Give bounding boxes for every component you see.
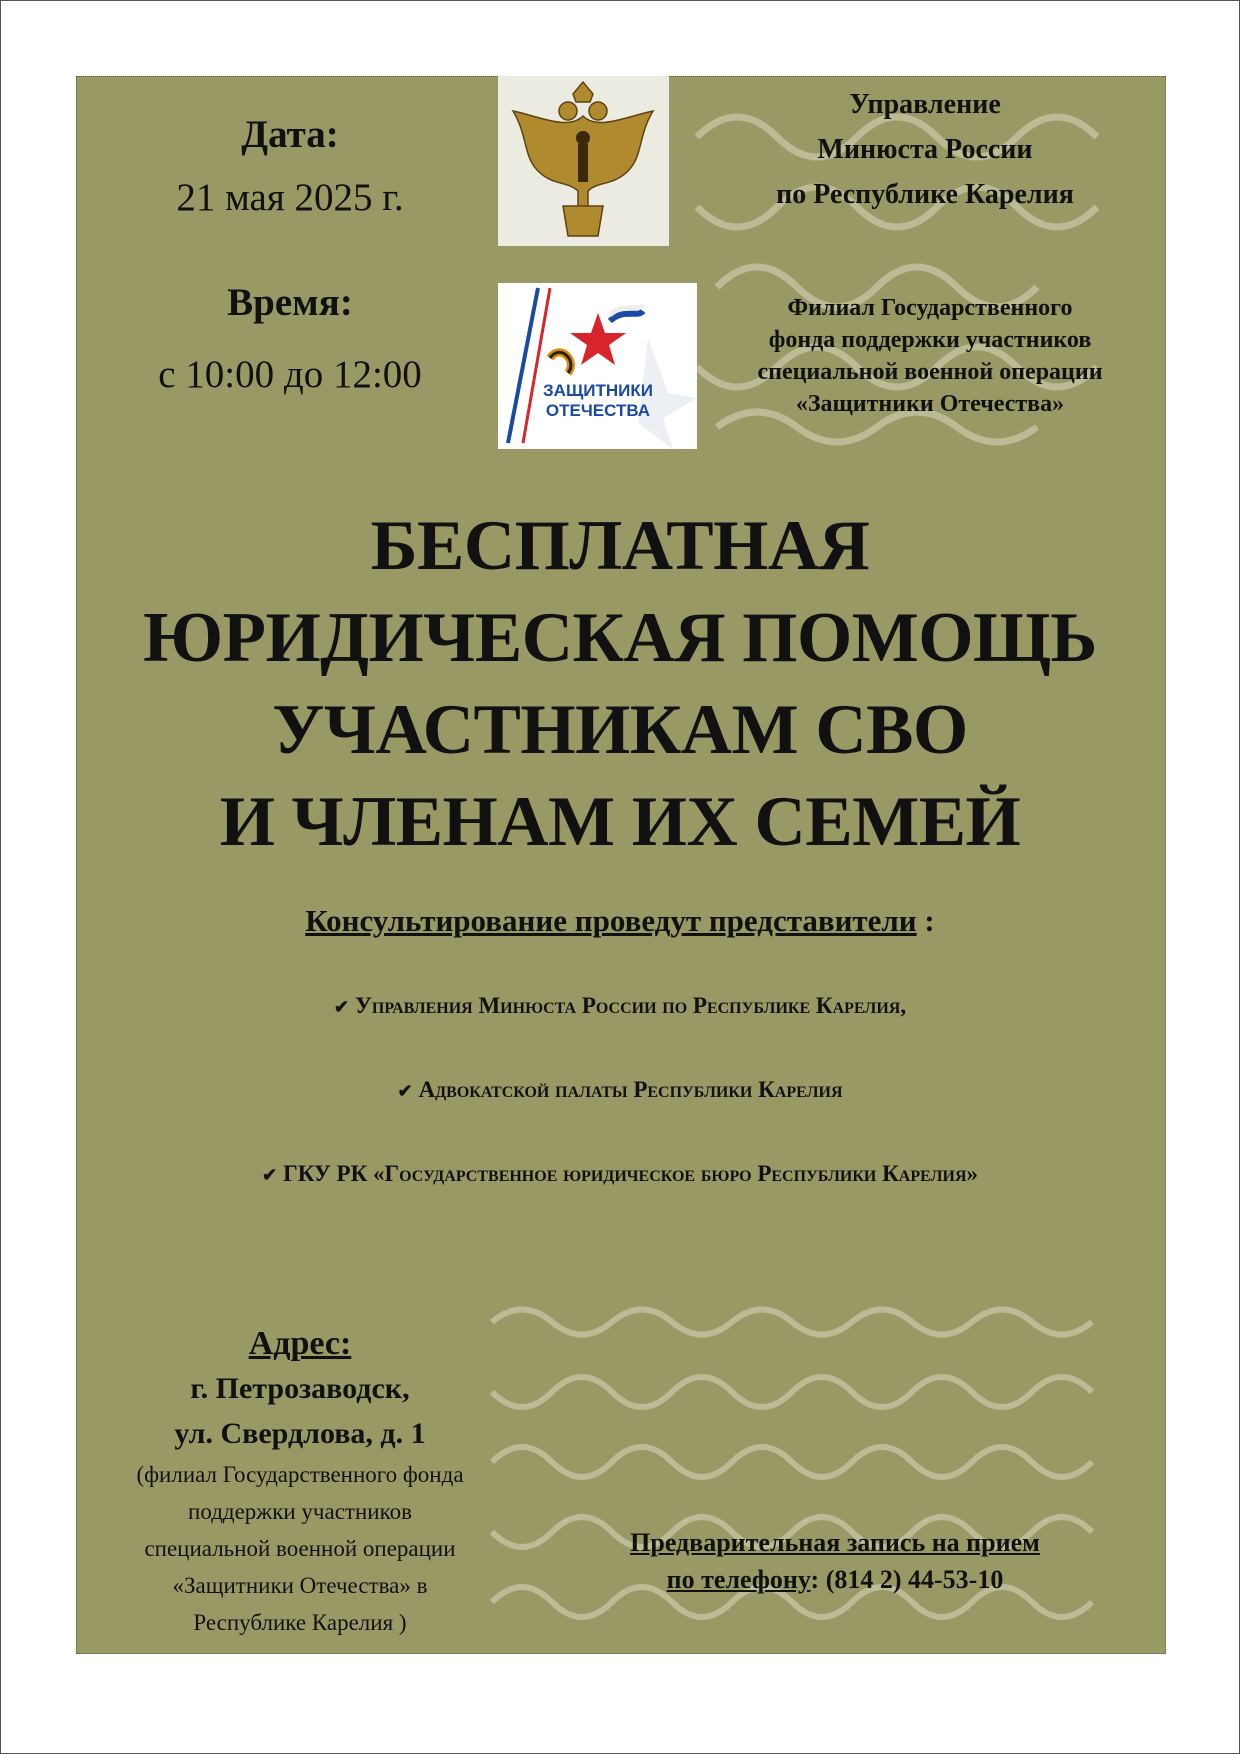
defenders-fund-logo	[498, 283, 697, 449]
org-ministry-name	[720, 82, 1130, 217]
date-value: 21 мая 2025 г.	[176, 176, 404, 219]
defenders-logo-text-line2: ОТЕЧЕСТВА	[545, 401, 651, 420]
org-fund-line2: фонда поддержки участников	[768, 327, 1092, 353]
address-note-line2: поддержки участников	[188, 1499, 412, 1524]
consult-item	[100, 993, 1140, 1019]
consult-heading-colon: :	[916, 903, 935, 938]
registration-info	[580, 1524, 1090, 1598]
star-ribbon-icon	[498, 283, 697, 449]
registration-line2	[580, 1561, 1090, 1598]
date-label: Дата:	[241, 113, 339, 156]
defenders-logo-text-line1: ЗАЩИТНИКИ	[543, 381, 653, 400]
headline-line3: УЧАСТНИКАМ СВО	[272, 691, 968, 769]
address-note-line5: Республике Карелия )	[193, 1610, 407, 1635]
main-headline	[90, 500, 1150, 868]
address-note	[90, 1456, 510, 1641]
checkmark-icon: ✔	[261, 1165, 278, 1185]
address-note-line3: специальной военной операции	[144, 1536, 456, 1561]
consult-heading-text: Консультирование проведут представители	[305, 903, 917, 938]
org-fund-line1: Филиал Государственного	[787, 295, 1073, 321]
address-note-line4: «Защитники Отечества» в	[172, 1573, 428, 1598]
address-street: ул. Свердлова, д. 1	[174, 1417, 426, 1450]
org-fund-line3: специальной военной операции	[757, 359, 1103, 385]
registration-phone-label: по телефону	[666, 1565, 811, 1594]
address-city: г. Петрозаводск,	[190, 1372, 410, 1405]
consult-item	[100, 1077, 1140, 1103]
double-headed-eagle-icon	[498, 76, 669, 246]
headline-line2: ЮРИДИЧЕСКАЯ ПОМОЩЬ	[143, 599, 1097, 677]
consult-item	[100, 1161, 1140, 1187]
consult-item-text: ГКУ РК «Государственное юридическое бюро Республики Карелия»	[283, 1161, 979, 1186]
ministry-emblem-logo	[498, 76, 669, 246]
time-label: Время:	[227, 281, 353, 324]
consult-item-text: Адвокатской палаты Республики Карелия	[418, 1077, 843, 1102]
ornament-bottom-right	[482, 1292, 1122, 1654]
checkmark-icon: ✔	[397, 1081, 413, 1101]
org-ministry-line1: Управление	[849, 89, 1001, 120]
org-fund-line4: «Защитники Отечества»	[795, 391, 1065, 417]
time-value: с 10:00 до 12:00	[158, 353, 422, 396]
consult-item-text: Управления Минюста России по Республике Карелия,	[355, 993, 907, 1018]
address-label: Адрес:	[248, 1325, 352, 1362]
address-note-line1: (филиал Государственного фонда	[136, 1462, 464, 1487]
headline-line1: БЕСПЛАТНАЯ	[370, 507, 870, 585]
registration-line1: Предварительная запись на прием	[630, 1528, 1040, 1557]
checkmark-icon: ✔	[333, 997, 350, 1017]
org-ministry-line2: Минюста России	[817, 134, 1033, 165]
registration-phone-number: : (814 2) 44-53-10	[810, 1565, 1004, 1594]
org-ministry-line3: по Республике Карелия	[776, 179, 1074, 210]
org-fund-name	[700, 292, 1160, 420]
consult-heading	[150, 903, 1090, 939]
headline-line4: И ЧЛЕНАМ ИХ СЕМЕЙ	[219, 783, 1021, 861]
